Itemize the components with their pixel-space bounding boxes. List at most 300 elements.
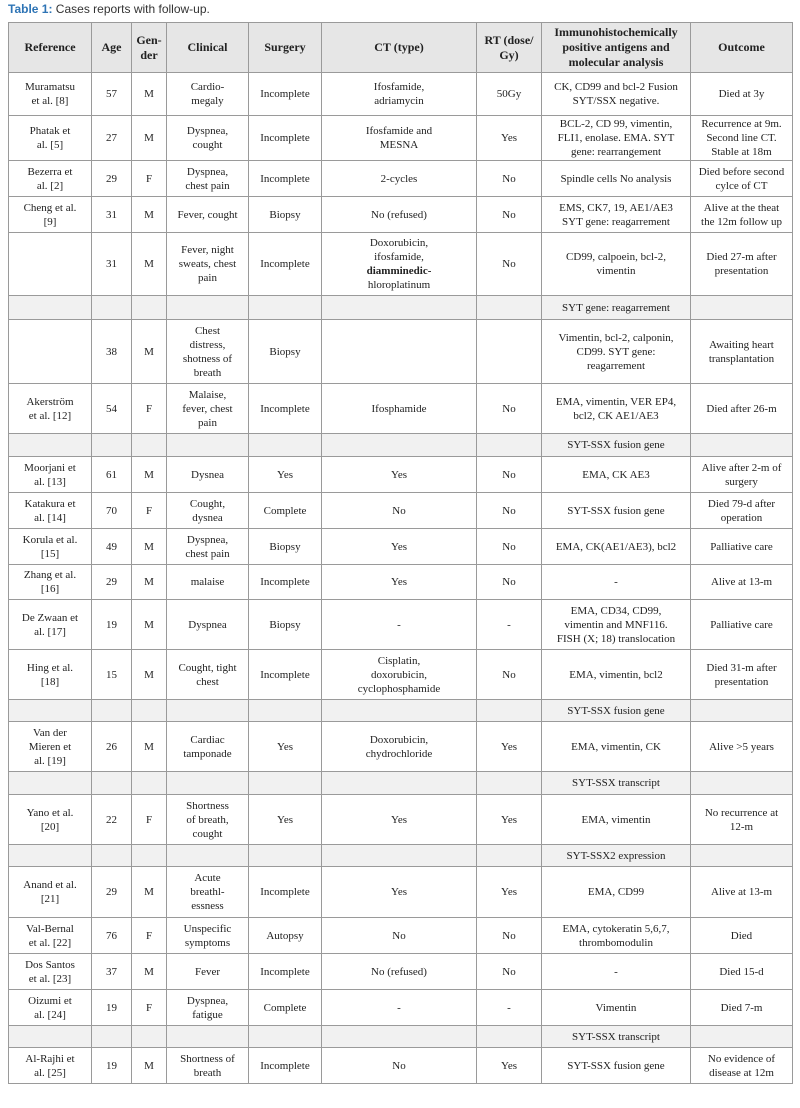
- cell-reference: [9, 990, 92, 1026]
- cell-text: CD99. SYT gene:: [576, 345, 656, 358]
- cell-text: Bezerra et: [27, 165, 73, 178]
- cell-text: Gen-: [136, 32, 162, 47]
- cell-text: M: [144, 540, 154, 553]
- cell-outcome: [691, 384, 793, 434]
- cell-text: Yes: [500, 886, 517, 898]
- cell-outcome: [691, 954, 793, 990]
- cell-ct-type: [322, 1048, 477, 1084]
- cell-text: breath: [193, 1066, 222, 1079]
- table-row: [9, 73, 793, 116]
- cell-clinical: [167, 772, 249, 795]
- cell-gender: [132, 954, 167, 990]
- cell-text: M: [144, 1059, 154, 1072]
- cell-text: 19: [106, 1001, 117, 1014]
- cell-text: 15: [106, 668, 117, 681]
- cell-rt-dose: [477, 700, 542, 722]
- cell-outcome: [691, 161, 793, 197]
- cell-surgery: [249, 296, 322, 320]
- table-row: [9, 565, 793, 600]
- cell-text: FISH (X; 18) translocation: [556, 632, 676, 645]
- cell-text: 19: [106, 618, 117, 631]
- cell-surgery: [249, 197, 322, 233]
- cell-text: Cought,: [189, 497, 226, 510]
- table-subrow: [9, 772, 793, 795]
- cell-ihc-analysis: [542, 565, 691, 600]
- cell-rt-dose: [477, 867, 542, 918]
- cell-text: 50Gy: [496, 88, 522, 100]
- cell-outcome: [691, 918, 793, 954]
- table-row: [9, 457, 793, 493]
- cell-text: EMA, vimentin, CK: [571, 740, 661, 753]
- cell-text: M: [144, 258, 154, 270]
- cell-clinical: [167, 990, 249, 1026]
- cell-ihc-analysis: [542, 493, 691, 529]
- cell-text: No: [502, 402, 516, 415]
- cell-ihc-analysis: [542, 384, 691, 434]
- cell-text: [16]: [40, 583, 60, 595]
- cell-outcome: [691, 600, 793, 650]
- cell-ct-type: [322, 493, 477, 529]
- cell-text: fatigue: [192, 1008, 223, 1021]
- cell-ihc-analysis: [542, 600, 691, 650]
- cell-text: No: [502, 208, 516, 221]
- cell-reference: [9, 772, 92, 795]
- header-ihc-analysis: [542, 23, 691, 73]
- cell-text: der: [140, 47, 158, 62]
- cell-text: F: [145, 402, 153, 415]
- cell-text: Alive at the theat: [703, 201, 780, 214]
- cell-ihc-analysis: [542, 73, 691, 116]
- cell-text: distress,: [189, 338, 226, 351]
- cell-ihc-analysis: [542, 296, 691, 320]
- cell-text: Incomplete: [260, 668, 310, 681]
- cell-surgery: [249, 700, 322, 722]
- cell-text: No: [392, 504, 406, 517]
- cell-age: [92, 529, 132, 565]
- cell-surgery: [249, 73, 322, 116]
- cell-ihc-analysis: [542, 845, 691, 867]
- cell-text: diamminedic-: [366, 265, 432, 277]
- cell-outcome: [691, 722, 793, 772]
- cell-text: [18]: [40, 675, 60, 688]
- cell-reference: [9, 529, 92, 565]
- cell-text: EMA, CD34, CD99,: [570, 604, 662, 617]
- table-caption: [8, 2, 210, 16]
- cell-text: Incomplete: [260, 965, 310, 978]
- cell-text: SYT gene: reagarrement: [562, 301, 670, 314]
- cell-surgery: [249, 990, 322, 1026]
- cell-text: Moorjani et: [24, 461, 76, 474]
- cell-gender: [132, 1048, 167, 1084]
- cell-surgery: [249, 600, 322, 650]
- table-row: [9, 722, 793, 772]
- table-subrow: [9, 845, 793, 867]
- cell-ct-type: [322, 233, 477, 296]
- cell-text: M: [144, 740, 154, 753]
- cell-text: Muramatsu: [24, 81, 76, 93]
- cell-reference: [9, 434, 92, 457]
- cell-clinical: [167, 384, 249, 434]
- cell-text: Dyspnea,: [186, 533, 229, 546]
- cell-age: [92, 565, 132, 600]
- cell-reference: [9, 384, 92, 434]
- cell-text: No (refused): [371, 208, 427, 221]
- cell-ihc-analysis: [542, 990, 691, 1026]
- cell-text: Yes: [390, 540, 407, 553]
- cell-text: al. [19]: [34, 754, 66, 767]
- cell-text: Yes: [390, 468, 407, 481]
- cell-outcome: [691, 650, 793, 700]
- cell-rt-dose: [477, 722, 542, 772]
- cell-text: the 12m follow up: [701, 215, 782, 228]
- cell-text: et al. [8]: [31, 95, 69, 107]
- cell-gender: [132, 161, 167, 197]
- cell-clinical: [167, 1026, 249, 1048]
- cell-ct-type: [322, 700, 477, 722]
- cell-outcome: [691, 73, 793, 116]
- cell-text: cought: [192, 139, 223, 151]
- cell-text: Outcome: [718, 40, 765, 54]
- cell-gender: [132, 772, 167, 795]
- cell-text: Fever: [194, 965, 221, 978]
- cell-text: presentation: [714, 675, 769, 688]
- cell-text: al. [5]: [36, 139, 64, 151]
- cell-ct-type: [322, 434, 477, 457]
- cell-rt-dose: [477, 845, 542, 867]
- cell-ct-type: [322, 457, 477, 493]
- cell-text: M: [144, 576, 154, 588]
- cell-text: Complete: [263, 1001, 307, 1014]
- cell-rt-dose: [477, 116, 542, 161]
- cell-text: vimentin and MNF116.: [564, 618, 668, 631]
- cell-clinical: [167, 493, 249, 529]
- cell-text: Fever, cought: [177, 208, 238, 221]
- cell-text: M: [144, 886, 154, 898]
- cell-surgery: [249, 845, 322, 867]
- cell-gender: [132, 1026, 167, 1048]
- cell-text: Incomplete: [260, 258, 310, 270]
- cell-text: SYT/SSX negative.: [572, 95, 660, 107]
- cell-clinical: [167, 845, 249, 867]
- cell-text: Immunohistochemically: [554, 25, 678, 39]
- cell-ct-type: [322, 954, 477, 990]
- table-body: [9, 73, 793, 1084]
- cell-text: Died before second: [698, 165, 785, 178]
- cell-text: Died 79-d after: [707, 497, 776, 510]
- cell-rt-dose: [477, 233, 542, 296]
- cell-text: EMA, CD99: [587, 886, 645, 898]
- cell-age: [92, 197, 132, 233]
- cell-text: SYT-SSX fusion gene: [567, 704, 665, 717]
- cell-text: breathl-: [190, 886, 225, 898]
- cell-text: al. [17]: [34, 625, 66, 638]
- cell-text: SYT-SSX2 expression: [566, 849, 666, 862]
- cell-surgery: [249, 867, 322, 918]
- cell-surgery: [249, 384, 322, 434]
- cell-text: tamponade: [183, 747, 232, 760]
- cell-rt-dose: [477, 320, 542, 384]
- cell-text: No: [502, 965, 516, 978]
- cell-ihc-analysis: [542, 233, 691, 296]
- cell-text: Cheng et al.: [23, 201, 77, 214]
- cell-text: al. [24]: [34, 1008, 66, 1021]
- cell-ihc-analysis: [542, 1048, 691, 1084]
- cell-ct-type: [322, 296, 477, 320]
- caption-label: Table 1:: [8, 2, 53, 16]
- cell-text: EMA, CK(AE1/AE3), bcl2: [555, 540, 677, 553]
- cell-ihc-analysis: [542, 954, 691, 990]
- cell-text: Awaiting heart: [709, 338, 774, 351]
- cell-text: -: [397, 618, 401, 631]
- cell-text: EMA, vimentin: [581, 813, 651, 826]
- cell-text: Acute: [194, 872, 221, 884]
- cell-outcome: [691, 990, 793, 1026]
- cell-text: Age: [101, 40, 122, 54]
- table-header: [9, 23, 793, 73]
- cell-text: Died 15-d: [719, 965, 764, 978]
- cell-age: [92, 493, 132, 529]
- cell-age: [92, 600, 132, 650]
- cell-rt-dose: [477, 493, 542, 529]
- cell-ihc-analysis: [542, 867, 691, 918]
- cell-text: -: [614, 576, 618, 588]
- cell-text: F: [145, 929, 153, 942]
- cell-text: Stable at 18m: [711, 146, 772, 158]
- cell-clinical: [167, 73, 249, 116]
- cell-text: Cought, tight: [178, 661, 237, 674]
- cell-reference: [9, 918, 92, 954]
- cell-gender: [132, 845, 167, 867]
- cell-outcome: [691, 1026, 793, 1048]
- cell-rt-dose: [477, 565, 542, 600]
- cell-surgery: [249, 434, 322, 457]
- cell-age: [92, 233, 132, 296]
- cell-outcome: [691, 434, 793, 457]
- cell-text: Phatak et: [29, 125, 71, 137]
- cell-text: 57: [106, 88, 117, 100]
- cell-reference: [9, 954, 92, 990]
- cell-ihc-analysis: [542, 116, 691, 161]
- cell-text: Recurrence at 9m.: [701, 118, 782, 130]
- cell-text: EMS, CK7, 19, AE1/AE3: [559, 201, 673, 214]
- cell-text: Second line CT.: [706, 132, 777, 144]
- cell-ihc-analysis: [542, 1026, 691, 1048]
- cell-ct-type: [322, 990, 477, 1026]
- cell-gender: [132, 233, 167, 296]
- cell-text: Al-Rajhi et: [25, 1052, 75, 1065]
- cell-age: [92, 845, 132, 867]
- cell-text: Chest: [194, 324, 221, 337]
- cell-text: Dyspnea,: [186, 125, 229, 137]
- cell-ct-type: [322, 722, 477, 772]
- cell-gender: [132, 867, 167, 918]
- cell-outcome: [691, 197, 793, 233]
- cell-reference: [9, 795, 92, 845]
- cell-reference: [9, 457, 92, 493]
- cell-reference: [9, 296, 92, 320]
- cell-text: Died 7-m: [720, 1001, 763, 1014]
- cell-text: al. [2]: [36, 179, 64, 192]
- table-row: [9, 197, 793, 233]
- cell-text: Akerström: [26, 395, 74, 408]
- cell-text: 76: [106, 929, 117, 942]
- cell-rt-dose: [477, 1026, 542, 1048]
- cell-text: 19: [106, 1059, 117, 1072]
- cell-text: EMA, CK AE3: [582, 468, 650, 481]
- cell-surgery: [249, 529, 322, 565]
- cell-clinical: [167, 867, 249, 918]
- cell-surgery: [249, 320, 322, 384]
- cell-ihc-analysis: [542, 320, 691, 384]
- cell-surgery: [249, 772, 322, 795]
- cell-gender: [132, 600, 167, 650]
- cell-text: CT (type): [374, 40, 424, 54]
- cell-text: Dysnea: [191, 468, 224, 481]
- table-row: [9, 795, 793, 845]
- cell-clinical: [167, 197, 249, 233]
- cell-text: Yes: [500, 740, 517, 753]
- caption-text: Cases reports with follow-up.: [52, 2, 210, 16]
- cell-ct-type: [322, 565, 477, 600]
- header-ct-type: [322, 23, 477, 73]
- cell-text: Yes: [390, 576, 407, 588]
- cell-text: molecular analysis: [568, 55, 664, 69]
- cell-rt-dose: [477, 795, 542, 845]
- cell-text: CK, CD99 and bcl-2 Fusion: [554, 81, 678, 93]
- cell-reference: [9, 320, 92, 384]
- cell-text: Cardio-: [190, 81, 225, 93]
- cell-text: 54: [106, 402, 117, 415]
- cell-text: et al. [12]: [28, 409, 72, 422]
- cell-text: SYT-SSX fusion gene: [567, 504, 665, 517]
- cell-text: 61: [106, 468, 117, 481]
- cell-rt-dose: [477, 600, 542, 650]
- cell-gender: [132, 990, 167, 1026]
- cell-reference: [9, 845, 92, 867]
- cell-age: [92, 918, 132, 954]
- cell-ct-type: [322, 320, 477, 384]
- cell-age: [92, 1026, 132, 1048]
- cell-ct-type: [322, 1026, 477, 1048]
- cell-gender: [132, 493, 167, 529]
- cell-text: EMA, vimentin, VER EP4,: [555, 395, 677, 408]
- cell-surgery: [249, 1048, 322, 1084]
- cases-table: [8, 22, 793, 1084]
- cell-text: et al. [22]: [28, 936, 72, 949]
- cell-text: al. [14]: [34, 511, 66, 524]
- cell-reference: [9, 1048, 92, 1084]
- cell-text: cought: [192, 827, 223, 840]
- cell-rt-dose: [477, 161, 542, 197]
- cell-ct-type: [322, 161, 477, 197]
- table-row: [9, 954, 793, 990]
- table-row: [9, 1048, 793, 1084]
- cell-text: of breath,: [186, 813, 229, 826]
- cell-rt-dose: [477, 296, 542, 320]
- cell-text: FLI1, enolase. EMA. SYT: [557, 132, 675, 144]
- cell-clinical: [167, 320, 249, 384]
- cell-text: chest: [196, 675, 219, 688]
- cell-text: Autopsy: [266, 929, 304, 942]
- cell-text: Cisplatin,: [377, 654, 421, 667]
- cell-age: [92, 772, 132, 795]
- cell-rt-dose: [477, 73, 542, 116]
- cell-surgery: [249, 116, 322, 161]
- cell-text: Dos Santos: [25, 958, 75, 971]
- cell-ct-type: [322, 600, 477, 650]
- cell-clinical: [167, 600, 249, 650]
- cell-text: SYT gene: reagarrement: [562, 215, 670, 228]
- cell-text: -: [614, 965, 618, 978]
- cell-text: [20]: [40, 820, 60, 833]
- cell-text: M: [144, 208, 154, 221]
- cell-text: megaly: [191, 95, 224, 107]
- cell-text: 29: [106, 576, 117, 588]
- cell-text: Dyspnea,: [186, 165, 229, 178]
- cell-text: MESNA: [379, 139, 419, 151]
- cell-text: No: [392, 929, 406, 942]
- cell-text: -: [507, 1001, 511, 1014]
- cell-text: Fever, night: [181, 244, 234, 256]
- cell-text: No: [502, 576, 516, 588]
- cell-text: F: [145, 813, 153, 826]
- cell-text: De Zwaan et: [21, 611, 79, 624]
- cell-surgery: [249, 233, 322, 296]
- header-gender: [132, 23, 167, 73]
- cell-surgery: [249, 493, 322, 529]
- cell-ct-type: [322, 116, 477, 161]
- cell-text: symptoms: [184, 936, 231, 949]
- cell-text: bcl2, CK AE1/AE3: [573, 409, 659, 422]
- cell-text: [9]: [43, 215, 57, 228]
- cell-text: SYT-SSX fusion gene: [567, 439, 665, 451]
- cell-outcome: [691, 457, 793, 493]
- cell-text: Shortness of: [180, 1052, 235, 1065]
- cell-text: 27: [106, 132, 117, 144]
- cell-ihc-analysis: [542, 772, 691, 795]
- cell-text: No: [502, 540, 516, 553]
- cell-text: Van der: [33, 726, 67, 739]
- cell-ihc-analysis: [542, 650, 691, 700]
- cell-text: thrombomodulin: [579, 936, 653, 949]
- cell-text: sweats, chest: [178, 258, 237, 270]
- cell-text: Died after 26-m: [706, 402, 777, 415]
- header-outcome: [691, 23, 793, 73]
- header-rt-dose: [477, 23, 542, 73]
- cell-gender: [132, 73, 167, 116]
- cell-text: F: [145, 172, 153, 185]
- cell-text: Val-Bernal: [26, 922, 74, 935]
- cell-reference: [9, 161, 92, 197]
- cell-text: 70: [106, 504, 117, 517]
- cell-age: [92, 722, 132, 772]
- cell-text: Zhang et al.: [23, 569, 77, 581]
- cell-text: 12-m: [729, 820, 754, 833]
- cell-text: No: [502, 504, 516, 517]
- cell-text: surgery: [725, 475, 758, 488]
- cell-clinical: [167, 795, 249, 845]
- table-row: [9, 320, 793, 384]
- cell-ihc-analysis: [542, 457, 691, 493]
- cell-text: Yes: [276, 813, 293, 826]
- cell-ct-type: [322, 73, 477, 116]
- table-row: [9, 650, 793, 700]
- cell-reference: [9, 233, 92, 296]
- cell-ct-type: [322, 918, 477, 954]
- cell-rt-dose: [477, 457, 542, 493]
- cell-text: Reference: [24, 40, 76, 54]
- cell-text: reagarrement: [586, 359, 645, 372]
